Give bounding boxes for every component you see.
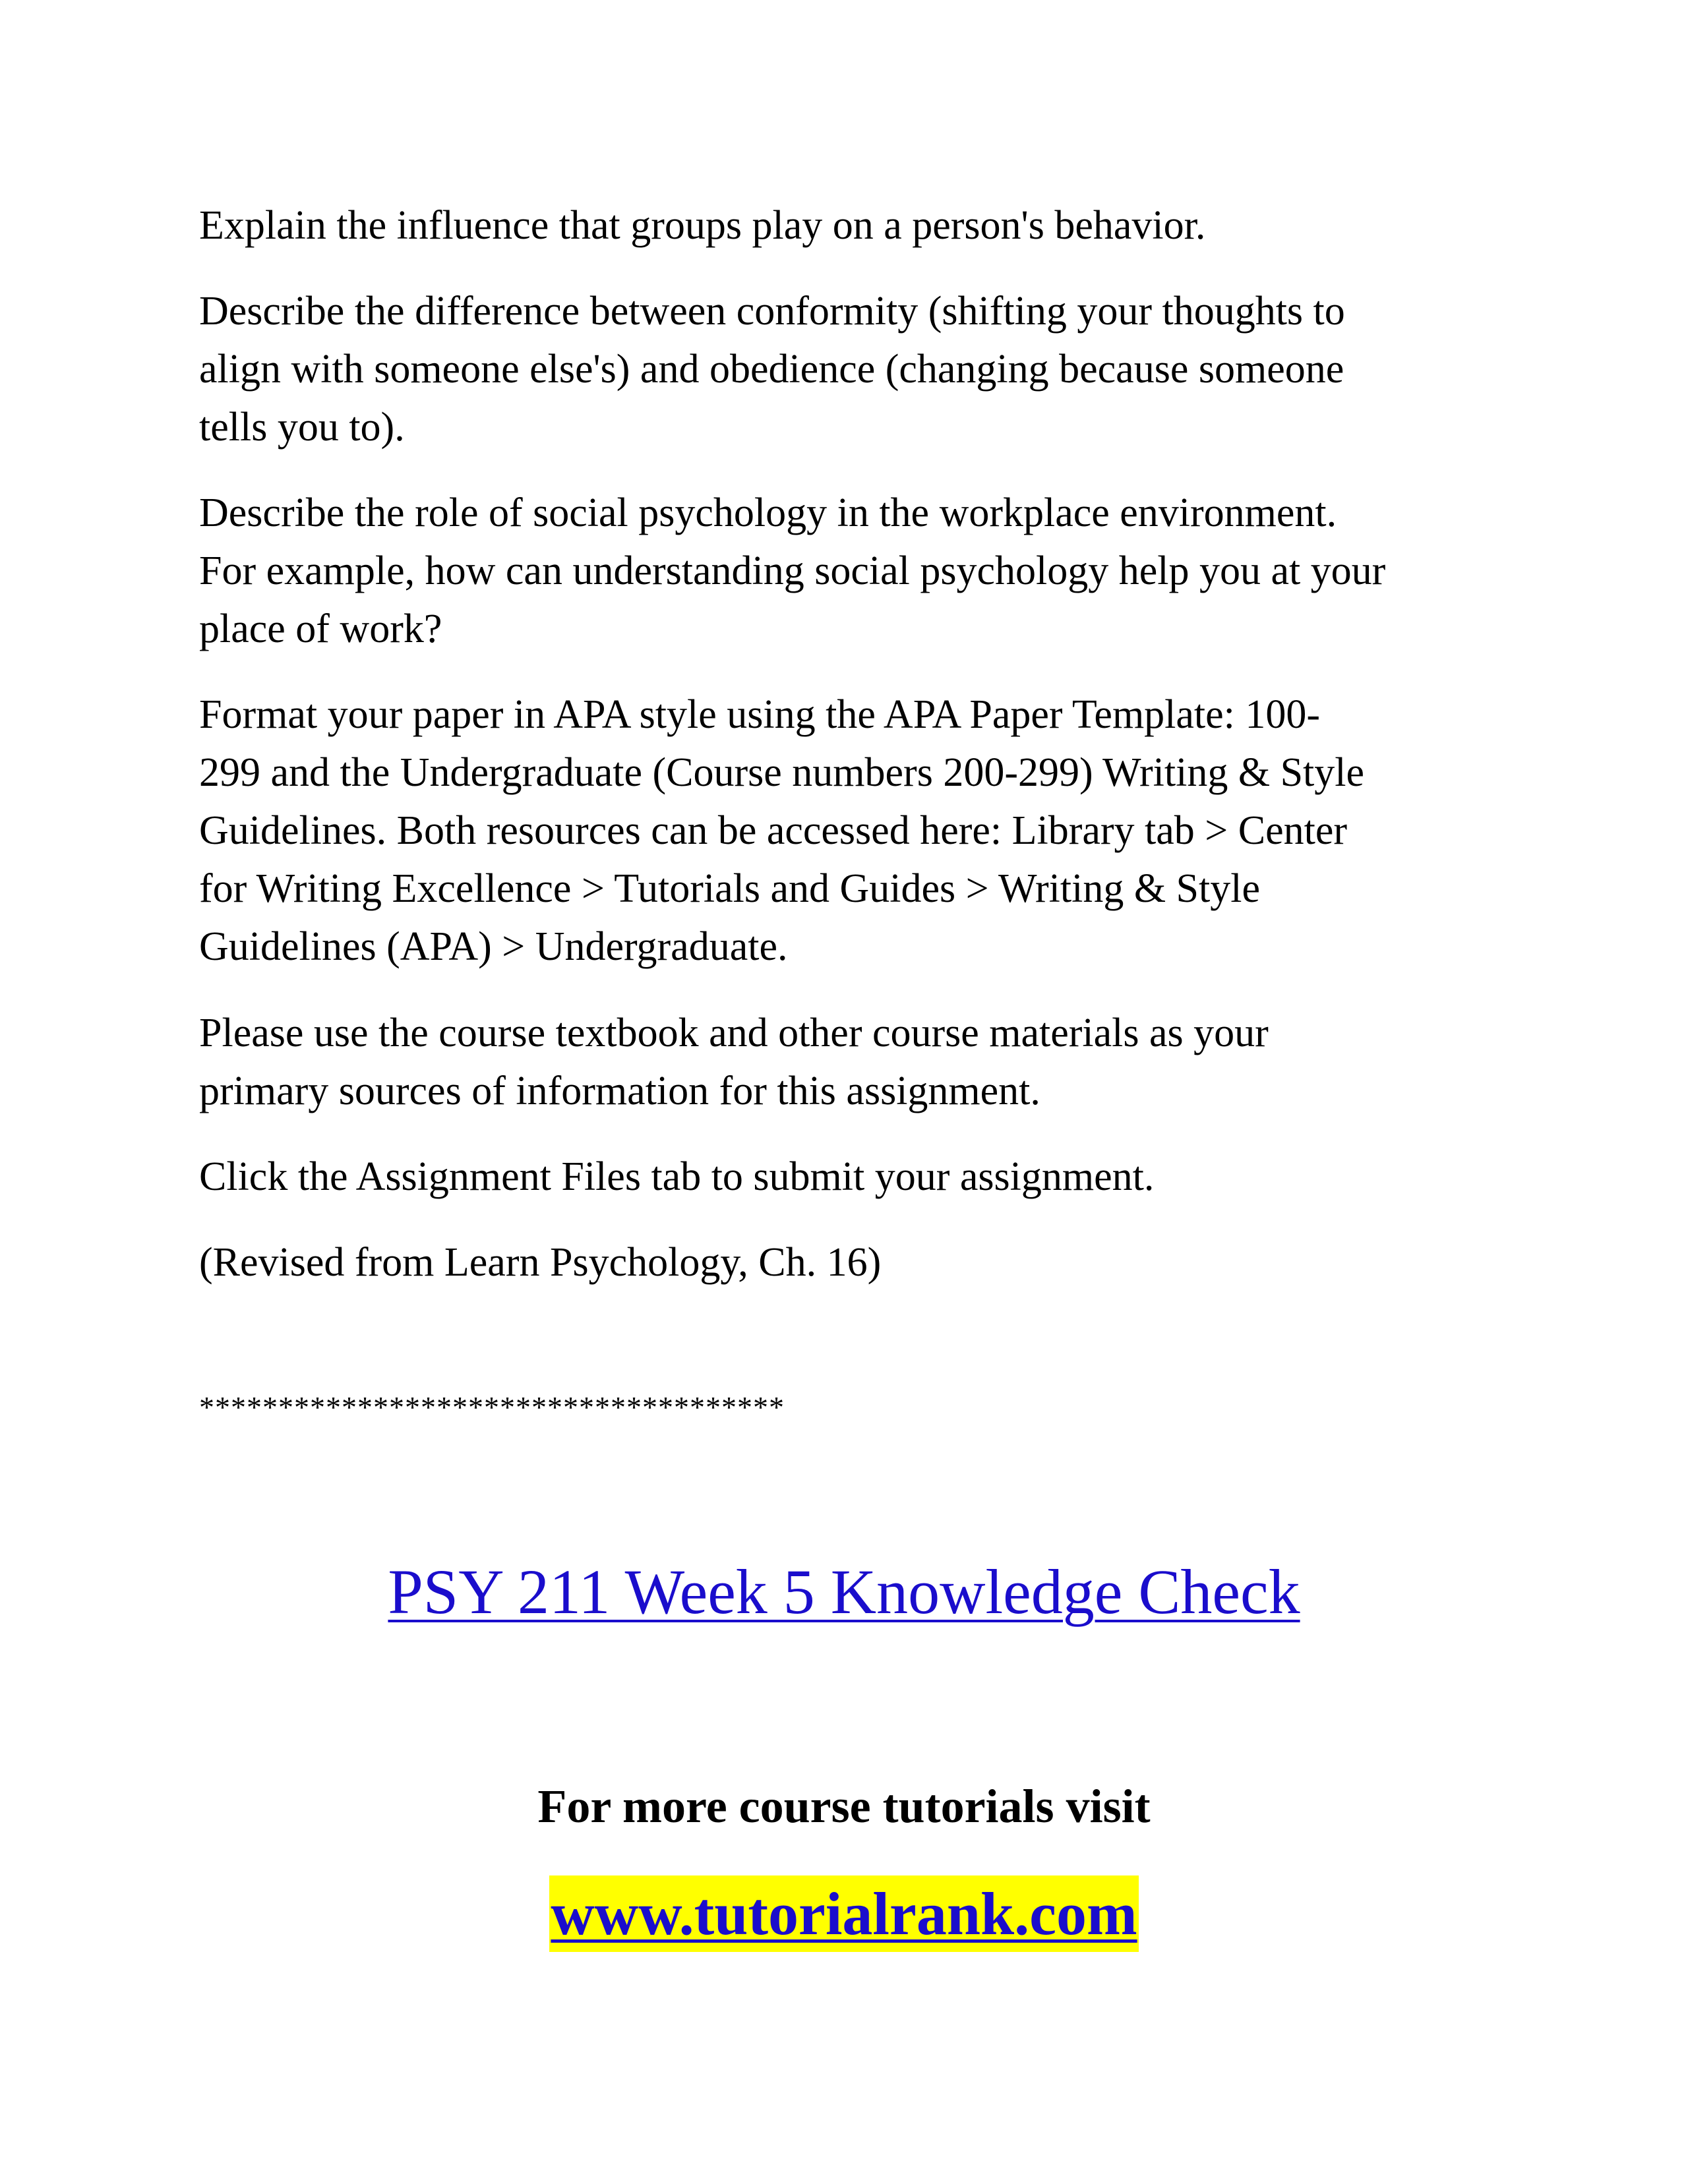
promo-url-highlight: [549, 1875, 1138, 1952]
paragraph-submit: Click the Assignment Files tab to submit your assignment.: [199, 1154, 1155, 1199]
paragraph-revised-source: (Revised from Learn Psychology, Ch. 16): [199, 1240, 882, 1285]
paragraph-group-influence: Explain the influence that groups play on a person's behavior.: [199, 203, 1206, 248]
section-title: [0, 1552, 1688, 1632]
paragraph-apa-format: Format your paper in APA style using the APA Paper Template: 100- 299 and the Undergraduate (Course numbers 200-299) Writing & Style Guidelines. Both resources can be accessed here: Library tab > Center for Writing Excellence > Tutorials and Guides > Writing & Style Guidelines (APA) > Undergraduate.: [199, 692, 1365, 969]
separator-asterisks: *************************************: [199, 1390, 785, 1424]
promo-url-container: [0, 1875, 1688, 1952]
knowledge-check-link[interactable]: PSY 211 Week 5 Knowledge Check: [388, 1556, 1300, 1627]
paragraph-conformity-obedience: Describe the difference between conformity (shifting your thoughts to align with someone else's) and obedience (changing because someone tells you to).: [199, 289, 1345, 450]
paragraph-sources: Please use the course textbook and other course materials as your primary sources of information for this assignment.: [199, 1011, 1269, 1113]
promo-heading: For more course tutorials visit: [537, 1780, 1151, 1833]
paragraph-workplace-role: Describe the role of social psychology in the workplace environment. For example, how can understanding social psychology help you at your place of work?: [199, 490, 1386, 651]
tutorialrank-link[interactable]: www.tutorialrank.com: [551, 1880, 1137, 1947]
